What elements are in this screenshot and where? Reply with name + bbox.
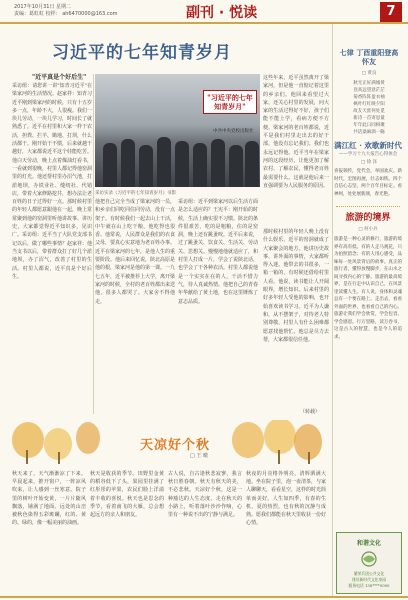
photo-figure [103,143,117,187]
poem-line: 登高远望意茫茫 [353,88,385,93]
essay-body: 旅游是一种心灵的修行，旅游的境界有高有低。有的人走马观花，只为拍照留念；有的人用心感受，品味每一处风景背后的故事。真正的旅行者，懂得放慢脚步，在山水之间寻找内心的宁静。旅游的最高境界，是在行走中认识自己，在风景里读懂人生。有人说，身体和灵魂总有一个要在路上。走出去，看看外面的世界，也看看自己的内心。旅游让我们学会欣赏，学会包容，学会感恩。行万里路，读万卷书，这是古人的智慧，也是今人的追求。 [334,237,402,340]
ad-line: 服务电话 138****0000 [348,583,390,588]
photo-caption: 采访实录《习近平的七年知青岁月》书影 [95,191,176,196]
photo-figure [211,139,225,187]
ad-title: 和谐文化 [356,540,381,547]
poem-line: 秋光正好满城黄 [353,81,385,86]
article-column-3: 采访组：近平到梁家河以后生活方面是怎么适应的？王宪平：刚开始的时候，生活上确实很不习惯。陕北的条件很艰苦，吃的是粗粮，住的是窑洞，晚上还有跳蚤咬。近平后来说，过了跳蚤关、饮食关、生活关、劳动关、思想关。慢慢地他就适应了，和村里人打成一片，学会了说陕北话，也学会了干各种农活。村里人都说他是一个实实在在的人，干活不惜力气，待人真诚热情。他把自己的青春年华献给了黄土地，也在这里锤炼了意志品质。 [178,199,258,305]
poem-line: 共话桑麻酒一觞 [353,130,385,135]
poem-title: 七律 丁酉重阳登高怀友 [339,48,399,66]
photo-figure [139,145,153,187]
article-column-5: 那时候村里的年轻人晚上没有什么娱乐，近平的窑洞就成了大家聚会的地方。他讲历史故事、讲外面的事情，大家都听得入迷。他带去的书很多，一箱一箱的，有时候还借给村里人看。他说，读书能让人开阔眼界，增长知识。后来村里的好多年轻人受他的影响，也开始喜欢读书学习。近平为人谦和，从不摆架子，对待老人特别尊敬，村里人有什么困难都愿意找他帮忙。他总是尽力去帮，大家都很信任他。 [263,229,329,343]
autumn-column-1: 秋天来了，天气渐渐凉了下来。早晨起来，推开窗户，一阵凉风吹来，让人感到一丝寒意。院子里的树叶开始变黄，一片片随风飘落，铺满了地面。远处的山峦被秋色染得五彩斑斓，红的、黄的、绿的，像一幅美丽的油画。 [12,471,86,527]
photo-figure [245,141,259,187]
ci-body: 喜报频传，党代会，举国欢庆。新时代，宏图再展，壮志如铁。四个自信心志坚，两个百年目标定。看神州，处处展新颜，春光艳。 [334,169,402,197]
autumn-column-2: 秋天是收获的季节。田野里金黄的稻谷低下了头，果园里挂满了红彤彤的苹果，农民们脸上洋溢着丰收的喜悦。秋天也是思念的季节，看着南飞的大雁，总会想起远方的亲人和朋友。 [90,471,164,519]
article-column-1: 采访组：请您讲一讲"知青习近平"在梁家河的生活情况。赵家祥：知青习近平刚到梁家河的时候，只有十五岁多一点，年龄不大，人很瘦。我们一块儿劳动，一块儿学习，时间长了就熟悉了。近平在村里和大家一样干农活，担粪、拦羊、锄地、打坝，什么活都干。刚开始干不惯，后来就越干越好，大家都说近平这个娃能吃苦。他白天劳动，晚上点着煤油灯看书，一看就到很晚，村里人都记得他窑洞里的灯光。他还帮村里办沼气池，打淤地坝，办铁业社、缝纫社、代销店，带着大家修路挖井，想办法让老百姓的日子过得好一点。那时候村里的年轻人都愿意跟他在一起，晚上常常聚到他的窑洞里听他讲故事、讲历史，大家都觉得近平知识多，见识广。采访组：近平当了大队党支部书记以后，做了哪些事情？赵家祥：他当支书以后，带着群众打了好几个淤地坝，办了沼气，改善了村里的生活。村里人都说，近平真是个好后生。 [12,83,92,280]
autumn-article-author: □ 王 暾 [190,453,208,459]
ad-logo-icon [337,549,401,569]
section-title: 副刊 · 悦读 [186,5,258,21]
autumn-column-4: 秋夜的月亮格外明亮，清辉洒满大地。坐在院子里，泡一壶清茶，与家人聊聊天，看看星空，这样的时光简单而美好。人生如四季，有春的生机，夏的热烈，也有秋的沉静与成熟。愿我们都能在秋天里收获一份好心情。 [246,471,326,527]
poem-line: 年年此日同相聚 [353,123,385,128]
editor-line [14,10,118,17]
poem-line: 故友天涯何处觅 [353,109,385,114]
column-divider [93,74,94,414]
article-subhead: "近平真是个好后生" [32,74,87,81]
article-end-mark: （转载） [300,409,321,415]
sidebar-divider [332,24,333,596]
poem-author: □ 黄良 [361,71,377,76]
sidebar-separator [336,206,400,207]
photo-figure [193,143,207,187]
poem-line: 新诗一首寄思量 [353,116,385,121]
issue-date: 2017年10月31日 星期二 [14,4,72,10]
autumn-article-title: 天凉好个秋 [140,438,211,453]
contact-email[interactable]: ah6470000@163.com [62,11,118,17]
autumn-column-3: 古人说，自古逢秋悲寂寥，我言秋日胜春朝。秋天有秋天的美，不必悲秋。天凉好个秋，这是一种豁达的人生态度。走在秋天的小路上，听着落叶沙沙作响，心里有一种说不出的宁静与满足。 [168,471,242,519]
editor-names: 责编：葛虹虹 校样： [14,11,61,17]
culture-ad-box [336,532,402,594]
publisher-label: 中共中央党校出版社 [213,129,254,134]
article-column-2: 他把自己完全当成了梁家河的一员，和乡亲们同吃同住同劳动，没有一点架子。有时候我们一起去山上干活，中午就在山上吃干粮，他吃得也很香。他常说，人民群众是我们的衣食父母，要真心实意地为老百姓办事。近平在梁家河的七年，是他人生的重要阶段。他后来回忆说，陕北高原是他的根，梁家河是他的第一课。一九七五年，近平被推荐上大学，离开梁家河的时候，全村的老百姓都出来送他，很多人都哭了。大家舍不得他走。 [95,199,175,305]
page-number-badge: 7 [380,2,402,22]
ci-subtitle: ——学习十九大报告心得体会 [338,152,398,157]
book-cover-photo [95,74,260,187]
photo-figure [175,141,189,187]
poem-line: 枫叶红红映夕阳 [353,102,385,107]
poem-line: 菊香阵阵盈衣袖 [353,95,385,100]
essay-title: 旅游的境界 [345,213,391,223]
article-title: 习近平的七年知青岁月 [52,43,232,63]
ad-line: 建设新时代文化家园 [351,577,387,582]
header-divider [0,22,408,24]
page-header [0,0,408,20]
ad-line: 繁荣兵团公共文化 [353,571,385,576]
article-column-4: 这些年来，近平虽然离开了梁家河，但是他一直惦记着这里的乡亲们。他回来看望过大家，还关心村里的发展，问大家的生活过得好不好，孩子们能不能上学，看病方便不方便。梁家河的老百姓都说，近平是我们村里走出去的好干部，他没有忘记我们。我们也永远记得他。近平当年在梁家河的这段经历，让他更加了解农村、了解农民，懂得老百姓最需要什么。这就是他后来一直强调要为人民服务的原因。 [263,75,329,189]
ci-title: 满江红 · 欢歌新时代 [334,141,402,150]
footer-divider [0,596,408,598]
book-title-label: "习近平的七年知青岁月" [203,90,257,114]
photo-figure [121,139,135,187]
ci-author: □ 徐 泽 [360,160,378,165]
photo-figure [157,137,171,187]
essay-author: □ 何小兵 [358,227,378,232]
photo-figure [229,145,243,187]
